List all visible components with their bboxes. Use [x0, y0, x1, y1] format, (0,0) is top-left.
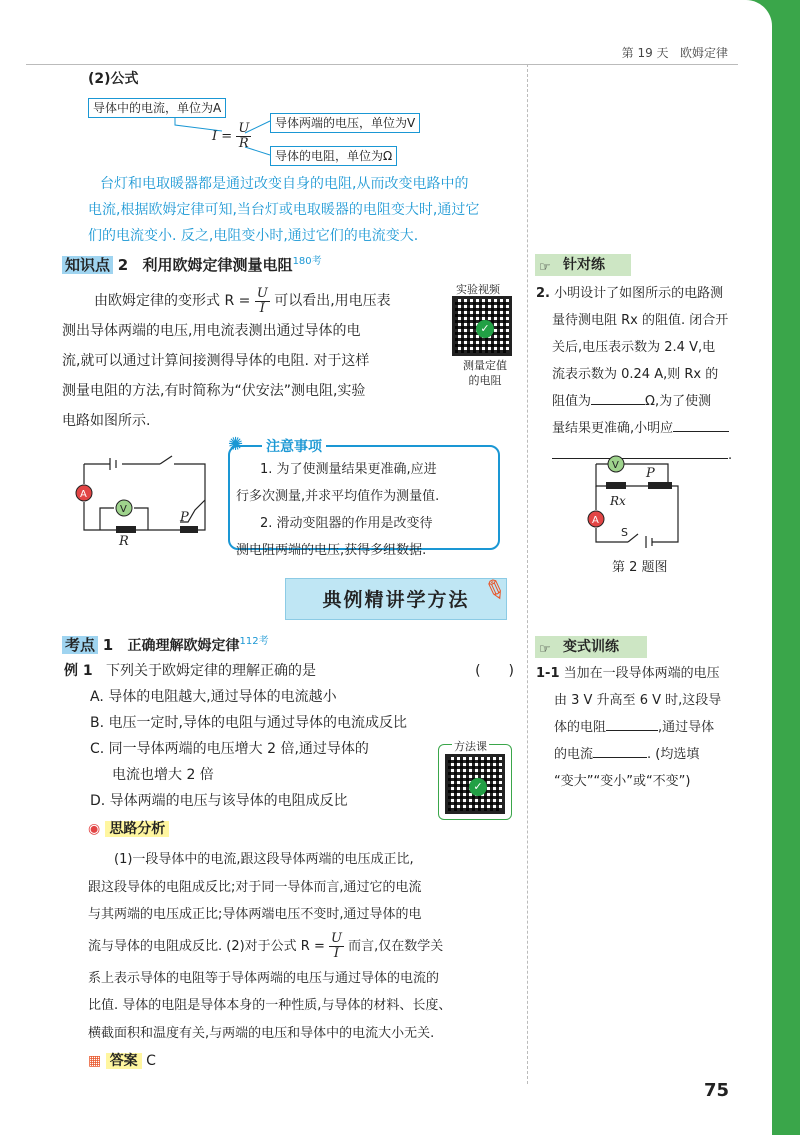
answer-paren[interactable]: ( ): [475, 663, 514, 679]
variant-line: 的电流: [554, 747, 594, 762]
example-stem: [64, 658, 524, 684]
note-line: 2. 滑动变阻器的作用是改变待: [260, 516, 433, 531]
analysis-title: 思路分析: [105, 821, 169, 837]
circuit-label-p: P: [180, 510, 189, 525]
variant-line: ,通过导体: [658, 720, 715, 735]
kp2-frac-num: U: [256, 285, 268, 301]
practice-tag-label: 针对练: [563, 257, 605, 273]
formula-explanation: [88, 171, 520, 249]
analysis-line: 比值. 导体的电阻是导体本身的一种性质,与导体的材料、长度、: [88, 998, 452, 1013]
explanation-line: 电流,根据欧姆定律可知,当台灯或电取暖器的电阻变大时,通过它: [88, 202, 480, 218]
calendar-icon: ▦: [88, 1053, 102, 1069]
svg-text:V: V: [612, 460, 619, 471]
kaodian-num: 1: [102, 636, 114, 654]
kp2-line1-post: 可以看出,用电压表: [274, 293, 391, 309]
resistor-rx: [606, 482, 626, 489]
explanation-line: 台灯和电取暖器都是通过改变自身的电阻,从而改变电路中的: [100, 176, 469, 192]
practice-line: 关后,电压表示数为 2.4 V,电: [552, 340, 716, 355]
practice-line: Ω,为了使测: [645, 394, 712, 409]
example-label: 例 1: [64, 663, 93, 679]
qr-bottom-line: 测量定值: [463, 359, 507, 372]
analysis-body: [88, 846, 520, 1047]
kaodian-heading: [62, 632, 269, 655]
resistor-r: [116, 526, 136, 533]
header-topic: 欧姆定律: [679, 46, 728, 60]
header-day: 第 19 天: [621, 46, 669, 60]
section-banner: [285, 578, 507, 620]
pencil-icon: ✎: [479, 573, 511, 609]
pointing-hand-icon: ☞: [539, 260, 551, 275]
practice-fig-p: P: [646, 466, 655, 481]
box-resistance: 导体的电阻，单位为Ω: [270, 146, 397, 166]
answer-blank[interactable]: [673, 431, 729, 432]
kp2-fraction: [255, 287, 270, 316]
svg-text:A: A: [592, 515, 599, 526]
practice-line: 量结果更准确,小明应: [552, 421, 674, 436]
analysis-frac-num: U: [331, 930, 342, 946]
check-icon: ✓: [469, 778, 487, 796]
option-d[interactable]: D. 导体两端的电压与该导体的电阻成反比: [90, 793, 348, 809]
method-qr-label: 方法课: [454, 740, 487, 753]
variant-line: 由 3 V 升高至 6 V 时,这段导: [554, 693, 722, 708]
answer-value: C: [146, 1053, 156, 1069]
kp2-heading: [62, 252, 322, 275]
kp2-line: 电路如图所示.: [62, 413, 151, 429]
circuit-diagram: [70, 450, 220, 550]
rheostat: [180, 526, 198, 533]
svg-text:A: A: [80, 489, 87, 500]
kp2-line1-pre: 由欧姆定律的变形式 R =: [94, 293, 251, 309]
kp2-line: 测出导体两端的电压,用电流表测出通过导体的电: [62, 323, 361, 339]
option-c[interactable]: C. 同一导体两端的电压增大 2 倍,通过导体的: [90, 741, 369, 757]
column-divider: [527, 64, 528, 1084]
header-rule: [26, 64, 738, 65]
note-line: 测电阻两端的电压,获得多组数据.: [236, 543, 427, 558]
kp2-line: 测量电阻的方法,有时简称为“伏安法”测电阻,实验: [62, 383, 366, 399]
kp2-num: 2: [117, 256, 129, 274]
box-voltage: 导体两端的电压，单位为V: [270, 113, 420, 133]
analysis-line: 跟这段导体的电阻成反比;对于同一导体而言,通过它的电流: [88, 879, 422, 895]
qr-code-method[interactable]: [445, 754, 505, 814]
option-a[interactable]: A. 导体的电阻越大,通过导体的电流越小: [90, 689, 337, 705]
variant-line: 当加在一段导体两端的电压: [563, 666, 720, 681]
analysis-line: 与其两端的电压成正比;导体两端电压不变时,通过导体的电: [88, 907, 422, 922]
box-current: 导体中的电流，单位为A: [88, 98, 226, 118]
practice-question: [536, 280, 736, 469]
practice-line: 量待测电阻 Rx 的阻值. 闭合开: [552, 313, 729, 328]
note-line: 行多次测量,并求平均值作为测量值.: [236, 489, 440, 504]
explanation-line: 们的电流变小. 反之,电阻变小时,通过它们的电流变大.: [88, 228, 419, 244]
answer-label: 答案: [106, 1053, 142, 1069]
kp2-body: [62, 286, 454, 436]
formula-title: (2)公式: [88, 71, 139, 87]
variant-line: 体的电阻: [554, 720, 607, 735]
practice-fig-rx: Rx: [610, 494, 626, 508]
formula-den: R: [238, 136, 249, 151]
qr-top-label: 实验视频: [456, 283, 500, 296]
page-header: [622, 44, 728, 61]
practice-circuit-diagram: [580, 450, 690, 555]
option-c-cont: 电流也增大 2 倍: [112, 767, 214, 783]
analysis-frac-den: I: [333, 945, 340, 961]
answer-row: [88, 1050, 156, 1070]
pointing-hand-icon: ☞: [539, 642, 551, 657]
variant-q-num: 1-1: [536, 666, 560, 681]
answer-blank[interactable]: [591, 404, 645, 405]
practice-line: 阻值为: [552, 394, 592, 409]
note-title: 注意事项: [262, 436, 326, 456]
analysis-line: 系上表示导体的电阻等于导体两端的电压与通过导体的电流的: [88, 970, 440, 986]
answer-blank[interactable]: [593, 757, 647, 758]
page-number: 75: [704, 1080, 730, 1101]
practice-fig-caption: 第 2 题图: [612, 560, 668, 575]
analysis-line: 横截面积和温度有关,与两端的电压和导体中的电流大小无关.: [88, 1025, 435, 1041]
ohm-formula: [212, 122, 251, 151]
variant-tag-label: 变式训练: [563, 639, 619, 655]
note-body: [236, 456, 498, 564]
analysis-fraction: [329, 932, 344, 961]
circuit-label-r: R: [119, 534, 129, 549]
practice-line: 流表示数为 0.24 A,则 Rx 的: [552, 367, 719, 382]
svg-text:V: V: [120, 504, 127, 515]
qr-code-video[interactable]: [452, 296, 512, 356]
formula-num: U: [238, 121, 250, 136]
answer-blank[interactable]: [606, 730, 658, 731]
kp2-label: 知识点: [62, 256, 113, 274]
formula-fraction: [236, 122, 251, 151]
practice-tag: [535, 254, 631, 276]
qr-bottom-label: [456, 358, 514, 388]
analysis-line: 而言,仅在数学关: [348, 938, 444, 954]
practice-period: .: [728, 448, 733, 463]
kp2-title: 利用欧姆定律测量电阻: [142, 256, 293, 274]
formula-lhs: I =: [212, 129, 233, 144]
variant-line: “变大”“变小”或“不变”): [554, 774, 691, 789]
analysis-line: (1)一段导体中的电流,跟这段导体两端的电压成正比,: [114, 852, 414, 867]
rheostat: [648, 482, 672, 489]
example-stem-text: 下列关于欧姆定律的理解正确的是: [105, 663, 316, 679]
option-b[interactable]: B. 电压一定时,导体的电阻与通过导体的电流成反比: [90, 715, 407, 731]
kaodian-sup: 112考: [239, 636, 269, 647]
variant-line: . (均选填: [647, 747, 700, 762]
kaodian-title: 正确理解欧姆定律: [127, 638, 240, 654]
analysis-heading: [88, 818, 169, 838]
kaodian-label: 考点: [62, 636, 98, 654]
kp2-frac-den: I: [259, 300, 265, 316]
variant-tag: [535, 636, 647, 658]
kp2-line: 流,就可以通过计算间接测得导体的电阻. 对于这样: [62, 353, 370, 369]
check-icon: ✓: [476, 320, 494, 338]
practice-fig-s: S: [621, 526, 628, 539]
lightbulb-icon: ✺: [228, 434, 244, 455]
analysis-line: 流与导体的电阻成反比. (2)对于公式 R =: [88, 938, 325, 954]
kp2-sup: 180考: [292, 256, 322, 267]
banner-text: 典例精讲学方法: [322, 589, 470, 611]
variant-question: [536, 660, 746, 795]
practice-q-num: 2.: [536, 286, 550, 301]
qr-bottom-line: 的电阻: [468, 374, 502, 387]
analysis-icon: ◉: [88, 821, 101, 837]
note-line: 1. 为了使测量结果更准确,应进: [260, 462, 437, 477]
practice-line: 小明设计了如图所示的电路测: [554, 286, 724, 301]
